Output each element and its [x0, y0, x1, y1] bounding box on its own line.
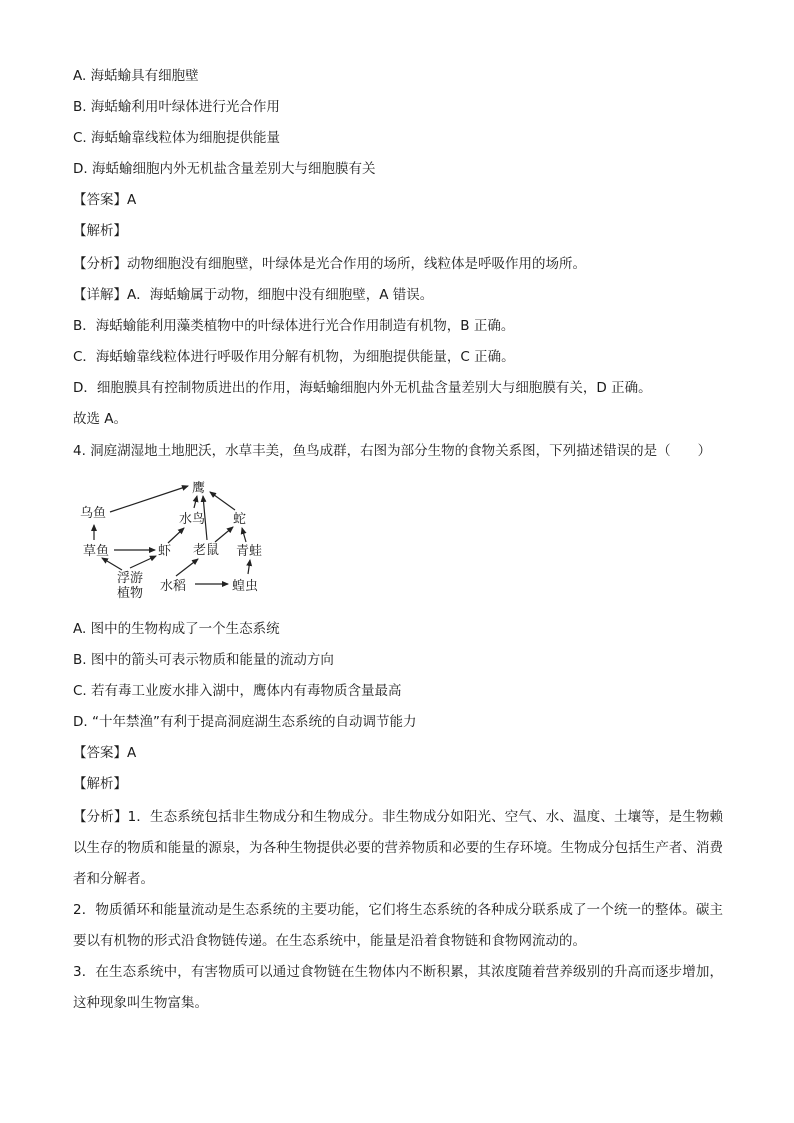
q3-option-a: A. 海蛞蝓具有细胞壁 [73, 68, 199, 84]
node-shuiniao: 水鸟 [179, 512, 206, 527]
node-ying: 鹰 [192, 481, 206, 496]
q4-option-d: D. “十年禁渔”有利于提高洞庭湖生态系统的自动调节能力 [73, 714, 417, 730]
node-fuyou-1: 浮游 [117, 571, 144, 586]
arrow-wuyu-ying [110, 486, 188, 512]
node-wuyu: 乌鱼 [80, 506, 107, 521]
node-caoyu: 草鱼 [83, 544, 110, 559]
food-web-diagram [70, 470, 290, 600]
q3-option-d: D. 海蛞蝓细胞内外无机盐含量差别大与细胞膜有关 [73, 161, 376, 177]
q3-analysis-fenxi: 【分析】动物细胞没有细胞壁，叶绿体是光合作用的场所，线粒体是呼吸作用的场所。 [73, 256, 586, 272]
q4-option-a: A. 图中的生物构成了一个生态系统 [73, 621, 280, 637]
q4-answer: 【答案】A [73, 745, 137, 761]
arrow-huangchong-qingwa [248, 560, 250, 574]
q3-conclusion: 故选 A。 [73, 411, 128, 427]
q3-analysis-xiangjie: 【详解】A．海蛞蝓属于动物，细胞中没有细胞壁，A 错误。 [73, 287, 434, 303]
node-fuyou-2: 植物 [117, 586, 144, 600]
q4-analysis-heading: 【解析】 [73, 776, 127, 792]
q4-analysis-p2: 2．物质循环和能量流动是生态系统的主要功能，它们将生态系统的各种成分联系成了一个统一的整体。碳主要以有机物的形式沿食物链传递。在生态系统中，能量是沿着食物链和食物网流动的。 [73, 902, 723, 949]
q3-analysis-c: C．海蛞蝓靠线粒体进行呼吸作用分解有机物，为细胞提供能量，C 正确。 [73, 349, 515, 365]
arrow-fuyou-xia [130, 556, 156, 568]
node-shuidao: 水稻 [160, 579, 187, 594]
q3-analysis-b: B．海蛞蝓能利用藻类植物中的叶绿体进行光合作用制造有机物，B 正确。 [73, 318, 515, 334]
arrow-shuiniao-ying [194, 496, 197, 508]
q3-analysis-d: D．细胞膜具有控制物质进出的作用，海蛞蝓细胞内外无机盐含量差别大与细胞膜有关，D 正确。 [73, 380, 652, 396]
arrow-laoshu-she [215, 527, 233, 542]
q4-option-c: C. 若有毒工业废水排入湖中，鹰体内有毒物质含量最高 [73, 683, 402, 699]
q4-option-b: B. 图中的箭头可表示物质和能量的流动方向 [73, 652, 334, 668]
q4-stem: 4. 洞庭湖湿地土地肥沃，水草丰美，鱼鸟成群，右图为部分生物的食物关系图，下列描述错误的是（ ） [73, 443, 712, 459]
q3-option-b: B. 海蛞蝓利用叶绿体进行光合作用 [73, 99, 280, 115]
q3-analysis-heading: 【解析】 [73, 223, 127, 239]
node-huangchong: 蝗虫 [232, 579, 259, 594]
q4-analysis-p3: 3．在生态系统中，有害物质可以通过食物链在生物体内不断积累，其浓度随着营养级别的升高而逐步增加，这种现象叫生物富集。 [73, 964, 723, 1011]
node-laoshu: 老鼠 [193, 543, 220, 558]
arrow-she-ying [210, 492, 235, 510]
arrow-xia-shuiniao [168, 528, 184, 543]
q4-analysis-p1: 【分析】1．生态系统包括非生物成分和生物成分。非生物成分如阳光、空气、水、温度、土壤等，是生物赖以生存的物质和能量的源泉，为各种生物提供必要的营养物质和必要的生存环境。生物成分包括生产者、消费者和分解者。 [73, 809, 723, 887]
arrow-shuidao-laoshu [176, 559, 198, 576]
node-xia: 虾 [158, 544, 172, 559]
node-qingwa: 青蛙 [236, 544, 263, 559]
arrow-qingwa-she [242, 528, 246, 542]
q3-answer: 【答案】A [73, 192, 137, 208]
node-she: 蛇 [233, 512, 247, 527]
q3-option-c: C. 海蛞蝓靠线粒体为细胞提供能量 [73, 130, 281, 146]
arrow-fuyou-caoyu [102, 558, 122, 570]
